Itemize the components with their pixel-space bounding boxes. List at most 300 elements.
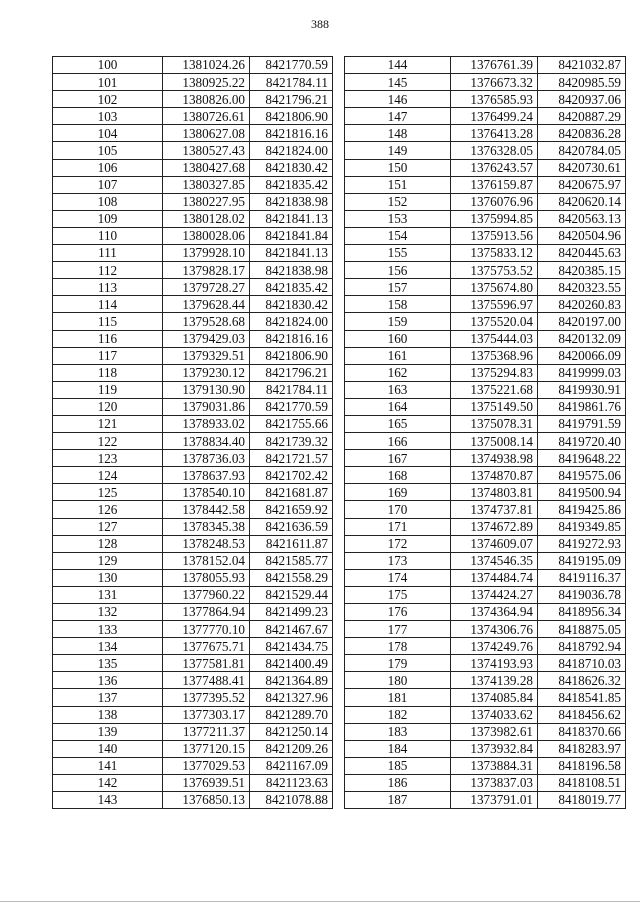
- table-row: [345, 296, 626, 313]
- coordinate-x-cell: 1375221.68: [451, 381, 538, 398]
- point-number-cell: 181: [345, 689, 451, 706]
- coordinate-x-cell: 1378834.40: [163, 433, 250, 450]
- coordinate-x-cell: 1379828.17: [163, 262, 250, 279]
- point-number-cell: 146: [345, 91, 451, 108]
- table-row: [345, 364, 626, 381]
- coordinate-y-cell: 8421250.14: [250, 723, 333, 740]
- coordinate-x-cell: 1375294.83: [451, 364, 538, 381]
- point-number-cell: 169: [345, 484, 451, 501]
- table-row: [345, 193, 626, 210]
- coordinate-y-cell: 8420985.59: [538, 74, 626, 91]
- coordinate-x-cell: 1376076.96: [451, 193, 538, 210]
- table-row: [345, 689, 626, 706]
- coordinate-x-cell: 1376328.05: [451, 142, 538, 159]
- point-number-cell: 178: [345, 638, 451, 655]
- table-row: [53, 604, 333, 621]
- point-number-cell: 113: [53, 279, 163, 296]
- point-number-cell: 144: [345, 57, 451, 74]
- table-row: [345, 774, 626, 791]
- table-row: [53, 792, 333, 809]
- coordinate-y-cell: 8419195.09: [538, 552, 626, 569]
- table-row: [345, 262, 626, 279]
- point-number-cell: 145: [345, 74, 451, 91]
- coordinates-table-right: [344, 56, 626, 809]
- table-row: [53, 330, 333, 347]
- coordinate-x-cell: 1375444.03: [451, 330, 538, 347]
- coordinate-y-cell: 8418196.58: [538, 757, 626, 774]
- coordinate-x-cell: 1380427.68: [163, 159, 250, 176]
- coordinate-y-cell: 8419861.76: [538, 398, 626, 415]
- table-row: [53, 364, 333, 381]
- coordinate-y-cell: 8420385.15: [538, 262, 626, 279]
- table-row: [345, 433, 626, 450]
- table-row: [53, 501, 333, 518]
- coordinate-y-cell: 8420066.09: [538, 347, 626, 364]
- coordinate-y-cell: 8419036.78: [538, 586, 626, 603]
- table-row: [345, 604, 626, 621]
- coordinate-y-cell: 8419425.86: [538, 501, 626, 518]
- coordinate-x-cell: 1377960.22: [163, 586, 250, 603]
- table-row: [53, 757, 333, 774]
- point-number-cell: 182: [345, 706, 451, 723]
- coordinates-table-left: [52, 56, 333, 809]
- coordinate-x-cell: 1375368.96: [451, 347, 538, 364]
- point-number-cell: 167: [345, 450, 451, 467]
- coordinate-x-cell: 1376850.13: [163, 792, 250, 809]
- point-number-cell: 121: [53, 415, 163, 432]
- coordinate-x-cell: 1377029.53: [163, 757, 250, 774]
- coordinate-y-cell: 8418956.34: [538, 604, 626, 621]
- coordinate-y-cell: 8420784.05: [538, 142, 626, 159]
- table-row: [53, 518, 333, 535]
- table-row: [345, 569, 626, 586]
- coordinate-x-cell: 1377303.17: [163, 706, 250, 723]
- coordinate-y-cell: 8419116.37: [538, 569, 626, 586]
- table-row: [53, 245, 333, 262]
- table-row: [53, 91, 333, 108]
- point-number-cell: 171: [345, 518, 451, 535]
- point-number-cell: 175: [345, 586, 451, 603]
- coordinate-x-cell: 1376585.93: [451, 91, 538, 108]
- point-number-cell: 140: [53, 740, 163, 757]
- coordinate-y-cell: 8421209.26: [250, 740, 333, 757]
- point-number-cell: 100: [53, 57, 163, 74]
- point-number-cell: 128: [53, 535, 163, 552]
- table-row: [53, 723, 333, 740]
- point-number-cell: 111: [53, 245, 163, 262]
- coordinate-y-cell: 8418626.32: [538, 672, 626, 689]
- coordinate-y-cell: 8421770.59: [250, 57, 333, 74]
- table-row: [345, 142, 626, 159]
- coordinate-x-cell: 1377120.15: [163, 740, 250, 757]
- table-row: [53, 415, 333, 432]
- point-number-cell: 131: [53, 586, 163, 603]
- table-row: [345, 279, 626, 296]
- coordinate-x-cell: 1378736.03: [163, 450, 250, 467]
- point-number-cell: 133: [53, 621, 163, 638]
- coordinate-x-cell: 1374870.87: [451, 467, 538, 484]
- coordinate-y-cell: 8418019.77: [538, 792, 626, 809]
- coordinate-y-cell: 8418370.66: [538, 723, 626, 740]
- table-row: [53, 484, 333, 501]
- coordinate-y-cell: 8420563.13: [538, 210, 626, 227]
- coordinate-y-cell: 8419272.93: [538, 535, 626, 552]
- coordinate-x-cell: 1374803.81: [451, 484, 538, 501]
- coordinate-x-cell: 1380327.85: [163, 176, 250, 193]
- coordinate-y-cell: 8421806.90: [250, 347, 333, 364]
- coordinate-y-cell: 8421784.11: [250, 381, 333, 398]
- coordinate-x-cell: 1379429.03: [163, 330, 250, 347]
- table-row: [345, 347, 626, 364]
- table-row: [345, 159, 626, 176]
- coordinate-y-cell: 8418541.85: [538, 689, 626, 706]
- coordinate-y-cell: 8421755.66: [250, 415, 333, 432]
- coordinate-x-cell: 1377770.10: [163, 621, 250, 638]
- coordinate-x-cell: 1378345.38: [163, 518, 250, 535]
- coordinate-y-cell: 8419648.22: [538, 450, 626, 467]
- coordinate-y-cell: 8419791.59: [538, 415, 626, 432]
- bottom-rule: [0, 901, 640, 902]
- coordinate-y-cell: 8421770.59: [250, 398, 333, 415]
- coordinate-x-cell: 1375596.97: [451, 296, 538, 313]
- point-number-cell: 162: [345, 364, 451, 381]
- point-number-cell: 151: [345, 176, 451, 193]
- point-number-cell: 125: [53, 484, 163, 501]
- table-row: [53, 313, 333, 330]
- coordinate-y-cell: 8421796.21: [250, 364, 333, 381]
- point-number-cell: 114: [53, 296, 163, 313]
- point-number-cell: 176: [345, 604, 451, 621]
- coordinate-y-cell: 8421830.42: [250, 296, 333, 313]
- coordinate-y-cell: 8421636.59: [250, 518, 333, 535]
- table-row: [345, 621, 626, 638]
- coordinate-x-cell: 1376939.51: [163, 774, 250, 791]
- coordinate-x-cell: 1375008.14: [451, 433, 538, 450]
- point-number-cell: 147: [345, 108, 451, 125]
- coordinate-y-cell: 8418710.03: [538, 655, 626, 672]
- coordinate-x-cell: 1376243.57: [451, 159, 538, 176]
- table-row: [345, 706, 626, 723]
- coordinate-y-cell: 8421659.92: [250, 501, 333, 518]
- table-row: [53, 193, 333, 210]
- table-row: [345, 398, 626, 415]
- table-row: [53, 125, 333, 142]
- point-number-cell: 141: [53, 757, 163, 774]
- coordinate-x-cell: 1379728.27: [163, 279, 250, 296]
- table-row: [345, 210, 626, 227]
- coordinate-y-cell: 8421434.75: [250, 638, 333, 655]
- point-number-cell: 179: [345, 655, 451, 672]
- table-row: [345, 535, 626, 552]
- coordinate-x-cell: 1377581.81: [163, 655, 250, 672]
- coordinate-y-cell: 8420323.55: [538, 279, 626, 296]
- point-number-cell: 107: [53, 176, 163, 193]
- coordinate-x-cell: 1378248.53: [163, 535, 250, 552]
- point-number-cell: 161: [345, 347, 451, 364]
- table-row: [53, 433, 333, 450]
- coordinate-y-cell: 8421681.87: [250, 484, 333, 501]
- coordinate-x-cell: 1373982.61: [451, 723, 538, 740]
- coordinate-y-cell: 8421123.63: [250, 774, 333, 791]
- table-row: [53, 638, 333, 655]
- coordinate-y-cell: 8421806.90: [250, 108, 333, 125]
- coordinate-x-cell: 1376413.28: [451, 125, 538, 142]
- coordinate-x-cell: 1379130.90: [163, 381, 250, 398]
- coordinate-y-cell: 8419575.06: [538, 467, 626, 484]
- table-row: [53, 467, 333, 484]
- coordinate-x-cell: 1379031.86: [163, 398, 250, 415]
- table-row: [53, 57, 333, 74]
- coordinate-y-cell: 8418792.94: [538, 638, 626, 655]
- coordinate-x-cell: 1381024.26: [163, 57, 250, 74]
- table-row: [345, 655, 626, 672]
- coordinate-y-cell: 8421841.13: [250, 210, 333, 227]
- coordinate-x-cell: 1377675.71: [163, 638, 250, 655]
- coordinate-y-cell: 8421838.98: [250, 262, 333, 279]
- point-number-cell: 186: [345, 774, 451, 791]
- coordinate-y-cell: 8421499.23: [250, 604, 333, 621]
- point-number-cell: 138: [53, 706, 163, 723]
- table-row: [53, 108, 333, 125]
- coordinate-y-cell: 8421841.13: [250, 245, 333, 262]
- table-row: [53, 176, 333, 193]
- table-row: [53, 706, 333, 723]
- point-number-cell: 172: [345, 535, 451, 552]
- coordinate-y-cell: 8421784.11: [250, 74, 333, 91]
- point-number-cell: 136: [53, 672, 163, 689]
- point-number-cell: 153: [345, 210, 451, 227]
- coordinates-table-right-body: [345, 57, 626, 809]
- table-row: [53, 621, 333, 638]
- table-row: [53, 159, 333, 176]
- coordinate-y-cell: 8420260.83: [538, 296, 626, 313]
- coordinate-y-cell: 8421824.00: [250, 313, 333, 330]
- coordinate-x-cell: 1373791.01: [451, 792, 538, 809]
- coordinate-x-cell: 1378540.10: [163, 484, 250, 501]
- table-row: [53, 450, 333, 467]
- table-row: [345, 330, 626, 347]
- table-row: [53, 74, 333, 91]
- coordinate-y-cell: 8421835.42: [250, 176, 333, 193]
- coordinate-x-cell: 1374424.27: [451, 586, 538, 603]
- coordinate-x-cell: 1379628.44: [163, 296, 250, 313]
- coordinate-y-cell: 8421032.87: [538, 57, 626, 74]
- coordinate-y-cell: 8421835.42: [250, 279, 333, 296]
- coordinate-x-cell: 1374085.84: [451, 689, 538, 706]
- table-row: [345, 415, 626, 432]
- coordinate-x-cell: 1380925.22: [163, 74, 250, 91]
- table-row: [345, 176, 626, 193]
- point-number-cell: 123: [53, 450, 163, 467]
- coordinate-x-cell: 1380726.61: [163, 108, 250, 125]
- coordinate-x-cell: 1378152.04: [163, 552, 250, 569]
- table-row: [53, 142, 333, 159]
- table-row: [345, 57, 626, 74]
- table-row: [53, 740, 333, 757]
- coordinate-y-cell: 8418456.62: [538, 706, 626, 723]
- point-number-cell: 163: [345, 381, 451, 398]
- point-number-cell: 118: [53, 364, 163, 381]
- coordinate-x-cell: 1376761.39: [451, 57, 538, 74]
- table-row: [345, 245, 626, 262]
- coordinate-x-cell: 1373932.84: [451, 740, 538, 757]
- table-row: [345, 672, 626, 689]
- point-number-cell: 158: [345, 296, 451, 313]
- coordinate-x-cell: 1374364.94: [451, 604, 538, 621]
- coordinate-y-cell: 8419999.03: [538, 364, 626, 381]
- coordinates-table-left-body: [53, 57, 333, 809]
- point-number-cell: 115: [53, 313, 163, 330]
- coordinate-y-cell: 8420887.29: [538, 108, 626, 125]
- coordinate-y-cell: 8421739.32: [250, 433, 333, 450]
- point-number-cell: 112: [53, 262, 163, 279]
- table-row: [53, 655, 333, 672]
- coordinate-x-cell: 1377211.37: [163, 723, 250, 740]
- point-number-cell: 150: [345, 159, 451, 176]
- coordinate-y-cell: 8420836.28: [538, 125, 626, 142]
- coordinate-x-cell: 1379528.68: [163, 313, 250, 330]
- coordinate-x-cell: 1374737.81: [451, 501, 538, 518]
- table-row: [345, 723, 626, 740]
- point-number-cell: 185: [345, 757, 451, 774]
- point-number-cell: 116: [53, 330, 163, 347]
- table-row: [345, 740, 626, 757]
- coordinate-y-cell: 8421558.29: [250, 569, 333, 586]
- point-number-cell: 180: [345, 672, 451, 689]
- coordinate-x-cell: 1375994.85: [451, 210, 538, 227]
- point-number-cell: 108: [53, 193, 163, 210]
- coordinate-y-cell: 8420620.14: [538, 193, 626, 210]
- coordinate-y-cell: 8419349.85: [538, 518, 626, 535]
- coordinate-y-cell: 8420445.63: [538, 245, 626, 262]
- coordinate-x-cell: 1380227.95: [163, 193, 250, 210]
- table-row: [345, 467, 626, 484]
- point-number-cell: 148: [345, 125, 451, 142]
- table-row: [53, 279, 333, 296]
- coordinate-x-cell: 1374672.89: [451, 518, 538, 535]
- point-number-cell: 173: [345, 552, 451, 569]
- coordinate-y-cell: 8419500.94: [538, 484, 626, 501]
- table-row: [53, 672, 333, 689]
- coordinate-x-cell: 1374938.98: [451, 450, 538, 467]
- coordinate-x-cell: 1377864.94: [163, 604, 250, 621]
- coordinate-x-cell: 1377395.52: [163, 689, 250, 706]
- point-number-cell: 164: [345, 398, 451, 415]
- table-row: [53, 689, 333, 706]
- table-row: [53, 227, 333, 244]
- point-number-cell: 143: [53, 792, 163, 809]
- coordinate-x-cell: 1380028.06: [163, 227, 250, 244]
- coordinate-x-cell: 1380826.00: [163, 91, 250, 108]
- table-row: [53, 569, 333, 586]
- coordinate-x-cell: 1379329.51: [163, 347, 250, 364]
- coordinate-y-cell: 8419930.91: [538, 381, 626, 398]
- point-number-cell: 156: [345, 262, 451, 279]
- coordinate-x-cell: 1373837.03: [451, 774, 538, 791]
- table-row: [345, 227, 626, 244]
- table-row: [345, 381, 626, 398]
- coordinate-x-cell: 1379928.10: [163, 245, 250, 262]
- point-number-cell: 152: [345, 193, 451, 210]
- coordinate-x-cell: 1374139.28: [451, 672, 538, 689]
- point-number-cell: 139: [53, 723, 163, 740]
- coordinate-y-cell: 8420504.96: [538, 227, 626, 244]
- coordinate-x-cell: 1374249.76: [451, 638, 538, 655]
- coordinate-x-cell: 1379230.12: [163, 364, 250, 381]
- table-row: [345, 313, 626, 330]
- coordinate-y-cell: 8418108.51: [538, 774, 626, 791]
- coordinate-y-cell: 8421327.96: [250, 689, 333, 706]
- coordinate-x-cell: 1374609.07: [451, 535, 538, 552]
- table-row: [345, 501, 626, 518]
- coordinate-y-cell: 8418875.05: [538, 621, 626, 638]
- point-number-cell: 117: [53, 347, 163, 364]
- coordinate-x-cell: 1380627.08: [163, 125, 250, 142]
- coordinate-x-cell: 1375913.56: [451, 227, 538, 244]
- table-row: [53, 398, 333, 415]
- table-row: [345, 74, 626, 91]
- table-row: [53, 262, 333, 279]
- coordinate-y-cell: 8421816.16: [250, 125, 333, 142]
- coordinate-y-cell: 8420730.61: [538, 159, 626, 176]
- coordinate-y-cell: 8418283.97: [538, 740, 626, 757]
- table-row: [53, 296, 333, 313]
- point-number-cell: 132: [53, 604, 163, 621]
- point-number-cell: 155: [345, 245, 451, 262]
- coordinate-y-cell: 8421824.00: [250, 142, 333, 159]
- coordinate-y-cell: 8421830.42: [250, 159, 333, 176]
- coordinate-x-cell: 1380128.02: [163, 210, 250, 227]
- point-number-cell: 101: [53, 74, 163, 91]
- table-row: [53, 774, 333, 791]
- point-number-cell: 183: [345, 723, 451, 740]
- point-number-cell: 157: [345, 279, 451, 296]
- table-row: [345, 450, 626, 467]
- coordinate-y-cell: 8421400.49: [250, 655, 333, 672]
- coordinate-y-cell: 8420675.97: [538, 176, 626, 193]
- coordinate-y-cell: 8421841.84: [250, 227, 333, 244]
- point-number-cell: 109: [53, 210, 163, 227]
- table-row: [345, 484, 626, 501]
- table-row: [53, 552, 333, 569]
- point-number-cell: 160: [345, 330, 451, 347]
- table-row: [53, 347, 333, 364]
- point-number-cell: 104: [53, 125, 163, 142]
- coordinate-x-cell: 1374546.35: [451, 552, 538, 569]
- point-number-cell: 168: [345, 467, 451, 484]
- coordinate-y-cell: 8421078.88: [250, 792, 333, 809]
- point-number-cell: 122: [53, 433, 163, 450]
- table-row: [53, 210, 333, 227]
- point-number-cell: 174: [345, 569, 451, 586]
- coordinate-x-cell: 1374193.93: [451, 655, 538, 672]
- point-number-cell: 135: [53, 655, 163, 672]
- point-number-cell: 134: [53, 638, 163, 655]
- coordinate-y-cell: 8420937.06: [538, 91, 626, 108]
- coordinate-y-cell: 8421289.70: [250, 706, 333, 723]
- coordinate-y-cell: 8421467.67: [250, 621, 333, 638]
- point-number-cell: 184: [345, 740, 451, 757]
- point-number-cell: 119: [53, 381, 163, 398]
- table-row: [345, 552, 626, 569]
- table-row: [345, 586, 626, 603]
- point-number-cell: 127: [53, 518, 163, 535]
- coordinate-x-cell: 1374033.62: [451, 706, 538, 723]
- coordinate-y-cell: 8421702.42: [250, 467, 333, 484]
- point-number-cell: 120: [53, 398, 163, 415]
- page-number: 388: [311, 17, 329, 31]
- point-number-cell: 149: [345, 142, 451, 159]
